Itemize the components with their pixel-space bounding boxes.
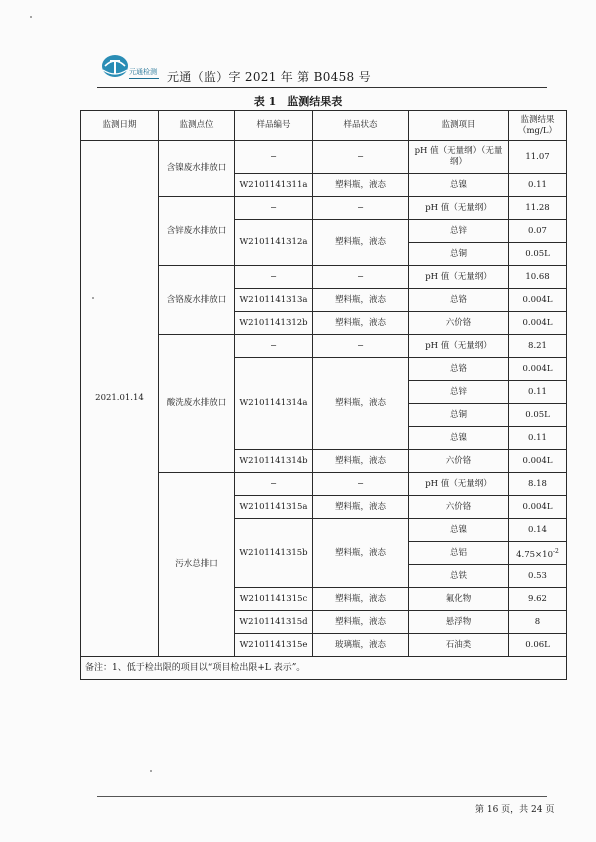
monitoring-point: 含铬废水排放口 [159,266,235,335]
test-result: 8.18 [509,473,567,496]
sample-id: — [235,141,313,174]
test-item: pH 值（无量纲） [409,335,509,358]
footer-divider [97,796,547,797]
test-result: 0.004L [509,450,567,473]
sample-id: W2101141313a [235,289,313,312]
scan-speck [150,770,152,772]
col-header-state: 样品状态 [313,111,409,141]
sample-state: 塑料瓶，液态 [313,220,409,266]
test-result-exponent: -2 [553,547,559,555]
table-note-row [81,657,567,680]
header-divider [97,87,547,88]
sample-id: W2101141314a [235,358,313,450]
test-item: pH 值（无量纲） [409,197,509,220]
col-header-date: 监测日期 [81,111,159,141]
sample-id: — [235,266,313,289]
sample-id: — [235,473,313,496]
monitoring-date: 2021.01.14 [81,141,159,657]
test-result: 0.004L [509,312,567,335]
test-item: 总镍 [409,519,509,542]
test-item: 总铁 [409,565,509,588]
test-item: 六价铬 [409,312,509,335]
test-item: 总铬 [409,289,509,312]
test-result: 0.07 [509,220,567,243]
sample-state: — [313,197,409,220]
sample-state: 塑料瓶，液态 [313,496,409,519]
report-id: 元通（监）字 2021 年 第 B0458 号 [167,70,371,84]
test-result: 0.11 [509,381,567,404]
test-item: 六价铬 [409,450,509,473]
test-result: 0.53 [509,565,567,588]
scan-speck [92,297,94,299]
monitoring-point: 含锌废水排放口 [159,197,235,266]
sample-state: — [313,266,409,289]
test-item: 石油类 [409,634,509,657]
sample-state: 塑料瓶，液态 [313,519,409,588]
company-logo [101,52,161,84]
sample-state: 塑料瓶，液态 [313,289,409,312]
test-result: 8.21 [509,335,567,358]
test-result: 10.68 [509,266,567,289]
sample-state: 塑料瓶，液态 [313,611,409,634]
table-note: 备注：1、低于检出限的项目以“项目检出限+L 表示”。 [81,657,567,680]
test-item: pH 值（无量纲） [409,266,509,289]
test-item: 总锌 [409,220,509,243]
sample-state: 塑料瓶，液态 [313,312,409,335]
results-table [80,110,567,680]
sample-state: — [313,473,409,496]
monitoring-point: 污水总排口 [159,473,235,657]
sample-id: W2101141315b [235,519,313,588]
test-result [509,542,567,565]
table-title: 表 1 监测结果表 [253,95,343,108]
table-row [81,141,567,174]
test-result: 0.004L [509,496,567,519]
test-result: 0.004L [509,289,567,312]
sample-id: W2101141312b [235,312,313,335]
sample-state: — [313,335,409,358]
monitoring-point: 含镍废水排放口 [159,141,235,197]
sample-id: W2101141314b [235,450,313,473]
test-item: 总镍 [409,427,509,450]
test-item: 总锌 [409,381,509,404]
test-result: 0.11 [509,427,567,450]
sample-id: W2101141312a [235,220,313,266]
sample-state: 塑料瓶，液态 [313,174,409,197]
test-result: 11.28 [509,197,567,220]
sample-state: 玻璃瓶，液态 [313,634,409,657]
sample-id: — [235,335,313,358]
test-item: pH 值（无量纲）（无量纲） [409,141,509,174]
test-item: 总镍 [409,174,509,197]
test-result: 0.05L [509,243,567,266]
test-result: 0.11 [509,174,567,197]
test-result: 9.62 [509,588,567,611]
sample-id: — [235,197,313,220]
test-result: 11.07 [509,141,567,174]
sample-id: W2101141311a [235,174,313,197]
test-result: 0.004L [509,358,567,381]
test-result: 0.05L [509,404,567,427]
sample-id: W2101141315c [235,588,313,611]
test-result: 0.14 [509,519,567,542]
test-item: 悬浮物 [409,611,509,634]
test-item: 六价铬 [409,496,509,519]
test-item: 总铜 [409,243,509,266]
test-result-base: 4.75×10 [516,549,553,560]
test-result: 8 [509,611,567,634]
page-number: 第 16 页，共 24 页 [475,805,555,815]
test-item: pH 值（无量纲） [409,473,509,496]
test-item: 氟化物 [409,588,509,611]
test-result: 0.06L [509,634,567,657]
col-header-point: 监测点位 [159,111,235,141]
col-header-sample: 样品编号 [235,111,313,141]
sample-id: W2101141315d [235,611,313,634]
sample-state: — [313,141,409,174]
table-header-row [81,111,567,141]
sample-id: W2101141315a [235,496,313,519]
col-header-item: 监测项目 [409,111,509,141]
logo-text: 元通检测 [129,68,157,76]
test-item: 总铝 [409,542,509,565]
monitoring-point: 酸洗废水排放口 [159,335,235,473]
test-item: 总铬 [409,358,509,381]
sample-state: 塑料瓶，液态 [313,450,409,473]
test-item: 总铜 [409,404,509,427]
sample-state: 塑料瓶，液态 [313,358,409,450]
col-header-result: 监测结果（mg/L） [509,111,567,141]
scan-speck [30,16,32,18]
sample-state: 塑料瓶，液态 [313,588,409,611]
sample-id: W2101141315e [235,634,313,657]
